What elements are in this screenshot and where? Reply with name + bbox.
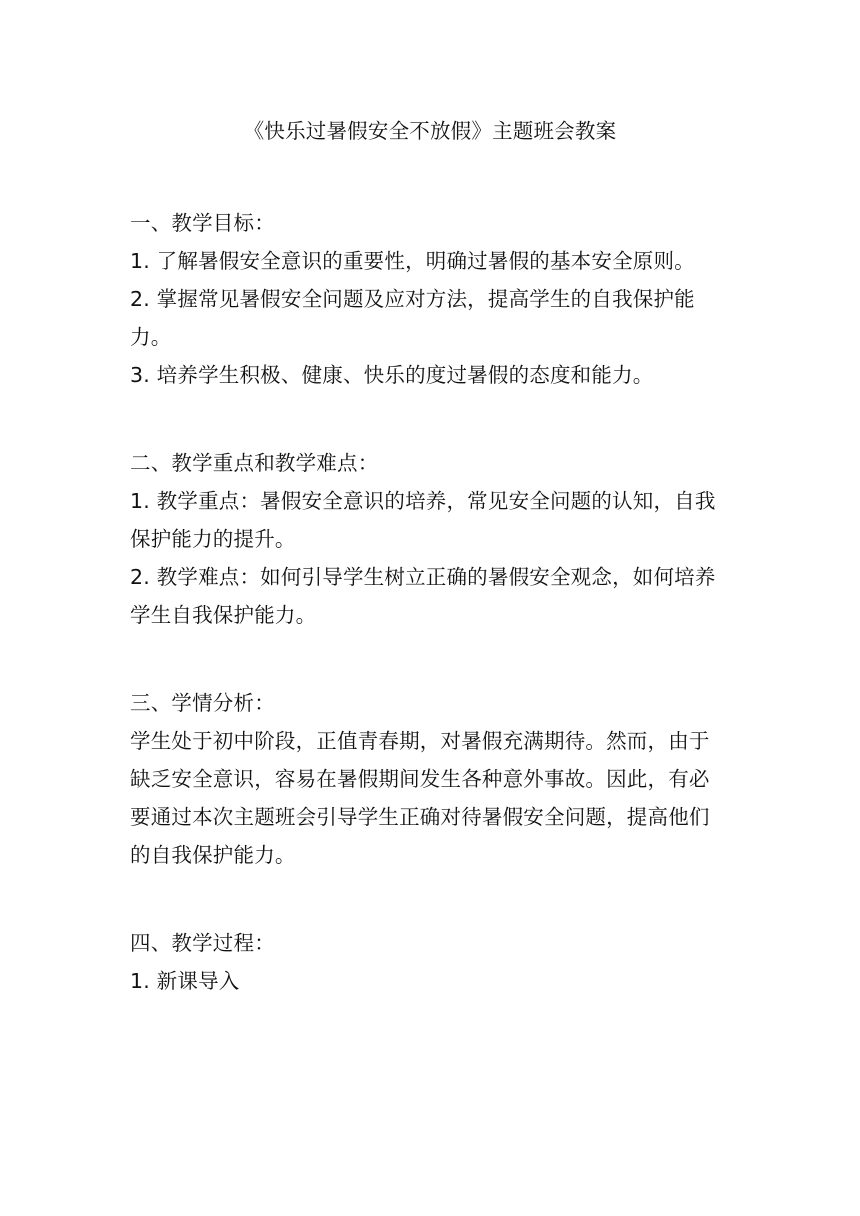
objective-item-3: 3. 培养学生积极、健康、快乐的度过暑假的态度和能力。 <box>130 363 654 387</box>
spacer <box>130 394 730 444</box>
spacer <box>130 634 730 684</box>
process-item-1: 1. 新课导入 <box>130 969 240 993</box>
section-heading-key-points: 二、教学重点和教学难点： <box>130 451 379 475</box>
spacer <box>130 874 730 924</box>
objective-item-1: 1. 了解暑假安全意识的重要性，明确过暑假的基本安全原则。 <box>130 249 695 273</box>
section-heading-process: 四、教学过程： <box>130 931 275 955</box>
document-title: 《快乐过暑假安全不放假》主题班会教案 <box>243 119 617 143</box>
section-heading-objectives: 一、教学目标： <box>130 211 275 235</box>
key-point-item-1: 1. 教学重点：暑假安全意识的培养，常见安全问题的认知，自我保护能力的提升。 <box>130 489 716 551</box>
analysis-paragraph: 学生处于初中阶段，正值青春期，对暑假充满期待。然而，由于缺乏安全意识，容易在暑假期间发生各种意外事故。因此，有必要通过本次主题班会引导学生正确对待暑假安全问题，提高他们的自我保护能力。 <box>130 729 710 867</box>
section-heading-analysis: 三、学情分析： <box>130 691 275 715</box>
key-point-item-2: 2. 教学难点：如何引导学生树立正确的暑假安全观念，如何培养学生自我保护能力。 <box>130 565 716 627</box>
spacer <box>130 150 730 204</box>
document-body <box>130 112 730 1000</box>
objective-item-2: 2. 掌握常见暑假安全问题及应对方法，提高学生的自我保护能力。 <box>130 287 695 349</box>
